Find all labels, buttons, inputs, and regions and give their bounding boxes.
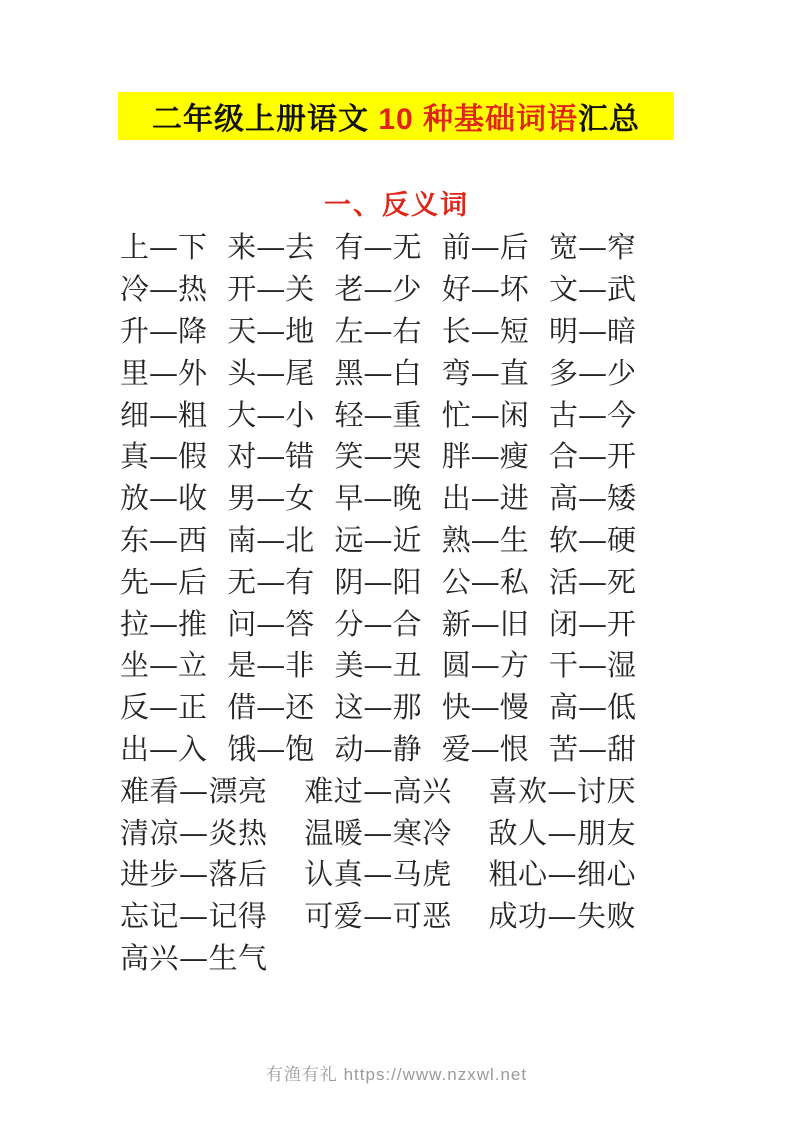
word-pair: 开—关: [227, 272, 315, 307]
word-pair: 男—女: [227, 481, 315, 516]
word-pair: 明—暗: [548, 313, 636, 348]
word-pair: 反—正: [120, 690, 208, 725]
word-row: [120, 476, 636, 518]
word-pair: 南—北: [227, 522, 315, 557]
word-row: [120, 643, 636, 685]
word-pair: 成功—失败: [488, 899, 636, 934]
word-pair: 黑—白: [334, 355, 422, 390]
word-pair: 放—收: [120, 481, 208, 516]
word-pair: 认真—马虎: [304, 857, 452, 892]
word-pair: 头—尾: [227, 355, 315, 390]
word-row: [120, 267, 636, 309]
word-pair: 多—少: [548, 355, 636, 390]
word-pair: 敌人—朋友: [488, 815, 636, 850]
word-pair: 美—丑: [334, 648, 422, 683]
word-pair: 饿—饱: [227, 731, 315, 766]
title-text-red: 10 种基础词语: [378, 103, 579, 136]
word-pair: 有—无: [334, 230, 422, 265]
word-pair: 拉—推: [120, 606, 208, 641]
word-pair: 闭—开: [548, 606, 636, 641]
word-pair: 无—有: [227, 564, 315, 599]
word-pair: 高—矮: [548, 481, 636, 516]
word-pair: 分—合: [334, 606, 422, 641]
word-pair: 胖—瘦: [441, 439, 529, 474]
word-pair: 细—粗: [120, 397, 208, 432]
word-pair: 真—假: [120, 439, 208, 474]
word-pair: 老—少: [334, 272, 422, 307]
word-pair: 来—去: [227, 230, 315, 265]
word-row: [120, 727, 636, 769]
word-pair: 先—后: [120, 564, 208, 599]
word-pair: 爱—恨: [441, 731, 529, 766]
word-pair: 合—开: [548, 439, 636, 474]
word-row: [120, 936, 636, 978]
word-pair: 高—低: [548, 690, 636, 725]
word-pair: 圆—方: [441, 648, 529, 683]
word-pair: 长—短: [441, 313, 529, 348]
word-pair: 出—入: [120, 731, 208, 766]
word-pair: 公—私: [441, 564, 529, 599]
word-row: [120, 685, 636, 727]
word-pair: 喜欢—讨厌: [488, 773, 636, 808]
word-pair: 轻—重: [334, 397, 422, 432]
word-pair: 天—地: [227, 313, 315, 348]
word-pair: 忘记—记得: [120, 899, 268, 934]
word-pair: 里—外: [120, 355, 208, 390]
word-pair: 阴—阳: [334, 564, 422, 599]
word-pair: 早—晚: [334, 481, 422, 516]
word-pair: 文—武: [548, 272, 636, 307]
word-pair: 熟—生: [441, 522, 529, 557]
word-pair: 笑—哭: [334, 439, 422, 474]
word-pair: 前—后: [441, 230, 529, 265]
word-row: [120, 309, 636, 351]
word-row: [120, 810, 636, 852]
word-pair: 可爱—可恶: [304, 899, 452, 934]
word-pair: 对—错: [227, 439, 315, 474]
word-pair: 高兴—生气: [120, 940, 268, 975]
title-text-black-2: 汇总: [578, 103, 641, 136]
word-pair: 弯—直: [441, 355, 529, 390]
word-pair: 温暖—寒冷: [304, 815, 452, 850]
word-row: [120, 894, 636, 936]
word-pair: 难看—漂亮: [120, 773, 268, 808]
title-banner: [118, 92, 674, 140]
word-pair: 冷—热: [120, 272, 208, 307]
word-row: [120, 852, 636, 894]
word-row: [120, 392, 636, 434]
word-pair: 东—西: [120, 522, 208, 557]
word-row: [120, 559, 636, 601]
section-heading-antonyms: 一、反义词: [324, 190, 469, 220]
word-pair: 宽—窄: [548, 230, 636, 265]
word-row: [120, 225, 636, 267]
word-pair: 这—那: [334, 690, 422, 725]
word-row: [120, 350, 636, 392]
word-pair: 古—今: [548, 397, 636, 432]
word-row: [120, 434, 636, 476]
word-pair: 借—还: [227, 690, 315, 725]
word-row: [120, 768, 636, 810]
word-pair: 出—进: [441, 481, 529, 516]
title-text-black-1: 二年级上册语文: [151, 103, 379, 136]
word-pair: 忙—闲: [441, 397, 529, 432]
footer-watermark: 有渔有礼 https://www.nzxwl.net: [265, 1065, 528, 1084]
word-pair: 干—湿: [548, 648, 636, 683]
antonym-rows: [120, 225, 636, 977]
word-pair: 大—小: [227, 397, 315, 432]
word-row: [120, 601, 636, 643]
word-row: [120, 518, 636, 560]
word-pair: 坐—立: [120, 648, 208, 683]
word-pair: 粗心—细心: [488, 857, 636, 892]
word-pair: 软—硬: [548, 522, 636, 557]
word-pair: 进步—落后: [120, 857, 268, 892]
word-pair: 清凉—炎热: [120, 815, 268, 850]
word-pair: 新—旧: [441, 606, 529, 641]
word-pair: 远—近: [334, 522, 422, 557]
word-pair: 动—静: [334, 731, 422, 766]
word-pair: 是—非: [227, 648, 315, 683]
word-pair: 左—右: [334, 313, 422, 348]
word-pair: 难过—高兴: [304, 773, 452, 808]
word-pair: 升—降: [120, 313, 208, 348]
word-pair: 苦—甜: [548, 731, 636, 766]
word-pair: 好—坏: [441, 272, 529, 307]
word-pair: 快—慢: [441, 690, 529, 725]
word-pair: 活—死: [548, 564, 636, 599]
word-pair: 问—答: [227, 606, 315, 641]
word-pair: 上—下: [120, 230, 208, 265]
